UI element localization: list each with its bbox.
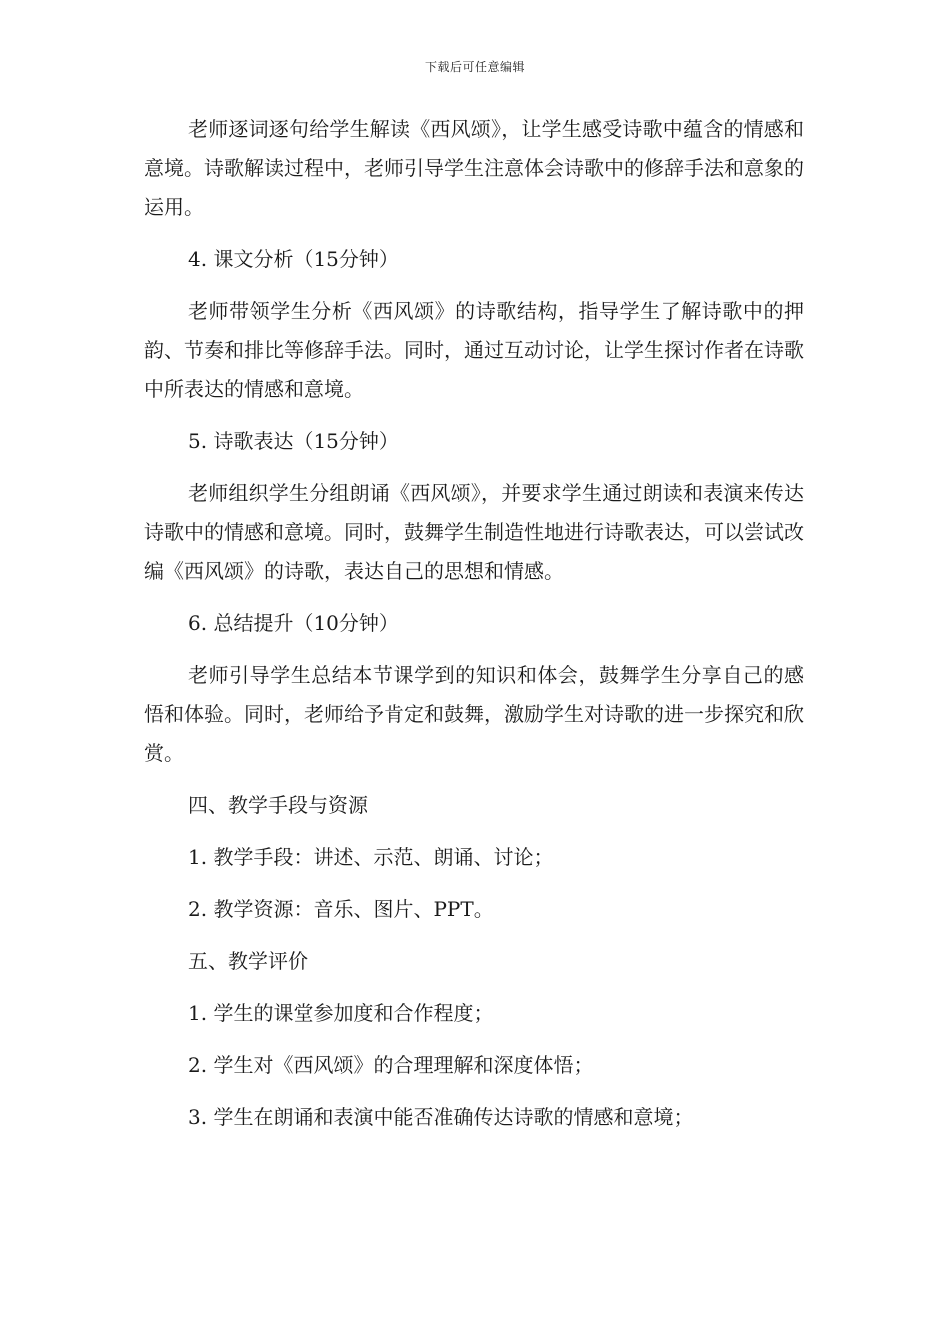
paragraph-text-analysis: 老师带领学生分析《西风颂》的诗歌结构，指导学生了解诗歌中的押韵、节奏和排比等修辞手法。同时，通过互动讨论，让学生探讨作者在诗歌中所表达的情感和意境。 xyxy=(144,299,804,401)
heading-summary: 6. 总结提升（10分钟） xyxy=(188,611,399,635)
list-item-evaluation-2: 2. 学生对《西风颂》的合理理解和深度体悟； xyxy=(188,1053,594,1077)
heading-poem-expression: 5. 诗歌表达（15分钟） xyxy=(188,429,399,453)
list-item-resources: 2. 教学资源：音乐、图片、PPT。 xyxy=(188,897,494,921)
section-heading-evaluation: 五、教学评价 xyxy=(188,949,308,973)
page-header: 下载后可任意编辑 xyxy=(424,60,525,74)
list-item-evaluation-1: 1. 学生的课堂参加度和合作程度； xyxy=(188,1001,494,1025)
paragraph-poem-expression: 老师组织学生分组朗诵《西风颂》，并要求学生通过朗读和表演来传达诗歌中的情感和意境。同时，鼓舞学生制造性地进行诗歌表达，可以尝试改编《西风颂》的诗歌，表达自己的思想和情感。 xyxy=(144,481,804,583)
paragraph-summary: 老师引导学生总结本节课学到的知识和体会，鼓舞学生分享自己的感悟和体验。同时，老师给予肯定和鼓舞，激励学生对诗歌的进一步探究和欣赏。 xyxy=(144,663,804,765)
section-heading-methods-resources: 四、教学手段与资源 xyxy=(188,793,368,817)
list-item-evaluation-3: 3. 学生在朗诵和表演中能否准确传达诗歌的情感和意境； xyxy=(188,1105,694,1129)
document-body xyxy=(144,110,804,1150)
list-item-methods: 1. 教学手段：讲述、示范、朗诵、讨论； xyxy=(188,845,554,869)
paragraph-interpretation: 老师逐词逐句给学生解读《西风颂》，让学生感受诗歌中蕴含的情感和意境。诗歌解读过程中，老师引导学生注意体会诗歌中的修辞手法和意象的运用。 xyxy=(144,117,804,219)
heading-text-analysis: 4. 课文分析（15分钟） xyxy=(188,247,399,271)
